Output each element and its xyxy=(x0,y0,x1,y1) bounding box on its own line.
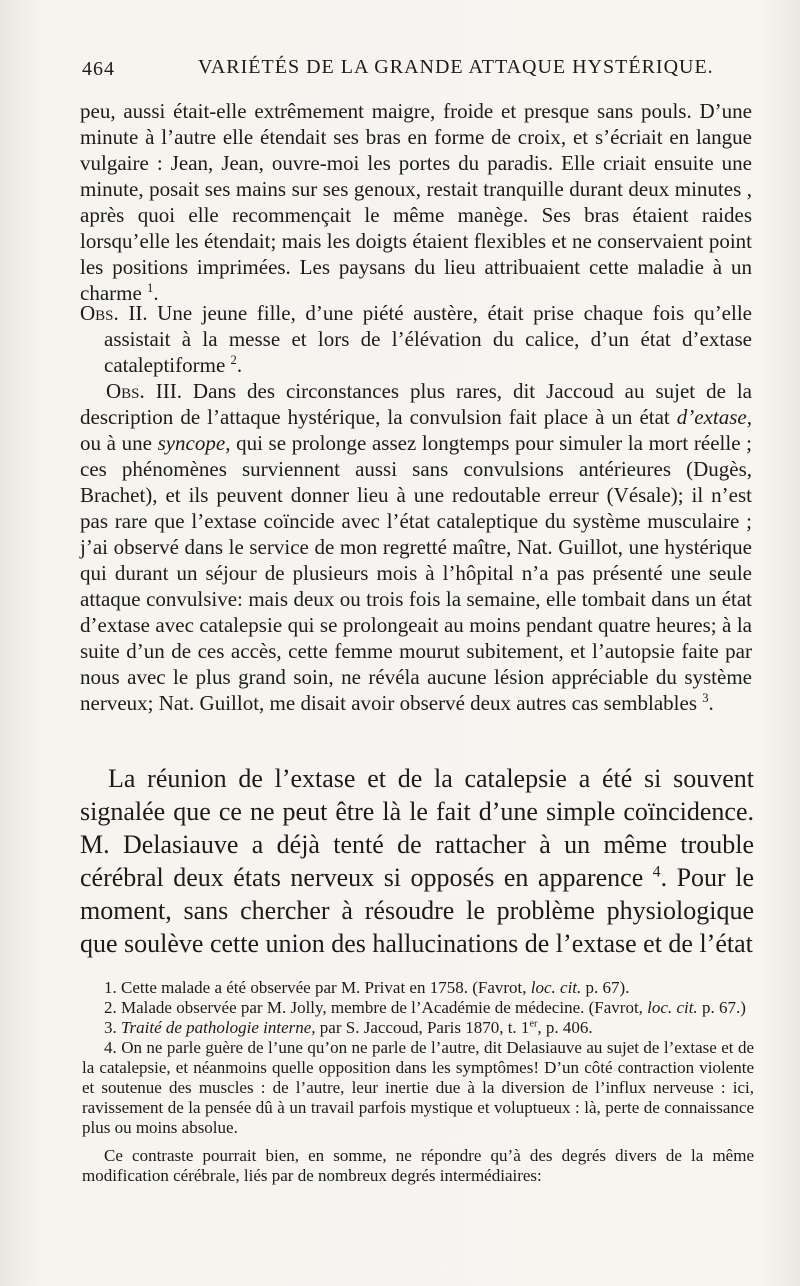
footnote-italic: loc. cit. xyxy=(530,978,582,997)
observation-label: Obs. III. xyxy=(106,379,182,403)
footnote-2 xyxy=(82,998,754,1018)
footnote-text: 2. Malade observée par M. Jolly, membre de l’Académie de médecine. (Favrot, xyxy=(104,998,648,1017)
observation-text-1: Dans des circonstances plus rares, dit Jaccoud au sujet de la description de l’attaque hystérique, la convulsion fait place à un état xyxy=(80,379,752,429)
italic-term-syncope: syncope, xyxy=(157,431,231,455)
observation-text: Une jeune fille, d’une piété austère, était prise chaque fois qu’elle assistait à la messe et lors de l’élévation du calice, d’un état d’extase cataleptiforme xyxy=(104,301,752,377)
paragraph-continued: peu, aussi était-elle extrêmement maigre, froide et presque sans pouls. D’une minute à l’autre elle étendait ses bras en forme de croix, et s’écriait en langue vulgaire : Jean, Jean, ouvre-moi les portes du paradis. Elle criait ensuite une minute, posait ses mains sur ses genoux, restait tranquille durant deux minutes , après quoi elle recommençait le même manège. Ses bras étaient raides lorsqu’elle les étendait; mais les doigts étaient flexibles et ne conservaient point les positions imprimées. Les paysans du lieu attribuaient cette maladie à un charme $^1$. xyxy=(80,99,752,305)
footnote-ref-2: 2 xyxy=(230,353,237,367)
italic-term-extase: d’extase, xyxy=(676,405,752,429)
footnote-4-continued: Ce contraste pourrait bien, en somme, ne répondre qu’à des degrés divers de la même modification cérébrale, liés par de nombreux degrés intermédiaires: xyxy=(82,1146,754,1185)
page-number: 464 xyxy=(82,58,115,80)
footnote-4: 4. On ne parle guère de l’une qu’on ne parle de l’autre, dit Delasiauve au sujet de l’extase et de la catalepsie, et néanmoins quelle opposition dans les symptômes! D’un côté contraction violente et soutenue des muscles : de l’autre, leur inertie due à la diversion de l’influx nerveuse : ici, ravissement de la pensée dû à un travail parfois mystique et voluptueux : là, perte de connaissance plus ou moins absolue. xyxy=(82,1038,754,1137)
footnote-1 xyxy=(82,978,754,998)
running-title: VARIÉTÉS DE LA GRANDE ATTAQUE HYSTÉRIQUE. xyxy=(198,56,714,78)
footnote-italic: Traité de pathologie interne, xyxy=(121,1018,316,1037)
footnote-text: p. 67). xyxy=(581,978,630,997)
footnote-text: 3. xyxy=(104,1018,121,1037)
main-text-1: La réunion de l’extase et de la catalepsie a été si souvent signalée que ce ne peut être là le fait d’une simple coïncidence. M. Delasiauve a déjà tenté de rattacher à un même trouble cérébral deux états nerveux si opposés en apparence xyxy=(80,764,754,892)
footnote-superscript: er xyxy=(529,1018,538,1030)
main-paragraph xyxy=(80,762,754,960)
footnote-text: par S. Jaccoud, Paris 1870, t. 1 xyxy=(315,1018,530,1037)
observation-2: Obs. II. Une jeune fille, d’une piété austère, était prise chaque fois qu’elle assistait à la messe et lors de l’élévation du calice, d’un état d’extase cataleptiforme $^2$. xyxy=(80,301,752,377)
footnote-ref-1: 1 xyxy=(147,281,154,295)
observation-text-3: qui se prolonge assez longtemps pour simuler la mort réelle ; ces phénomènes surviennent aussi sans convulsions antérieures (Dugès, Brachet), et ils peuvent donner lieu à une redoutable erreur (Vésale); il n’est pas rare que l’extase coïncide avec l’état cataleptique du système musculaire ; j’ai observé dans le service de mon regretté maître, Nat. Guillot, une hystérique qui durant un séjour de plusieurs mois à l’hôpital n’a pas présenté une seule attaque convulsive: mais deux ou trois fois la semaine, elle tombait dans un état d’extase avec catalepsie qui se prolongeait au moins pendant quatre heures; à la suite d’un de ces accès, cette femme mourut subitement, et l’autopsie faite par nous avec le plus grand soin, ne révéla aucune lésion appréciable du système nerveux; Nat. Guillot, me disait avoir observé deux autres cas semblables xyxy=(80,431,752,715)
observation-end: . xyxy=(708,691,714,715)
footnote-italic: loc. cit. xyxy=(647,998,698,1017)
footnote-ref-3: 3 xyxy=(702,691,709,705)
observation-3 xyxy=(80,378,752,716)
page-header xyxy=(82,54,752,84)
footnote-3 xyxy=(82,1018,754,1038)
footnote-ref-4: 4 xyxy=(652,863,661,881)
footnotes xyxy=(82,978,754,1186)
observation-text-2: ou à une xyxy=(80,431,158,455)
paragraph-text: peu, aussi était-elle extrêmement maigre, froide et presque sans pouls. D’une minute à l’autre elle étendait ses bras en forme de croix, et s’écriait en langue vulgaire : Jean, Jean, ouvre-moi les portes du paradis. Elle criait ensuite une minute, posait ses mains sur ses genoux, restait tranquille durant deux minutes , après quoi elle recommençait le même manège. Ses bras étaient raides lorsqu’elle les étendait; mais les doigts étaient flexibles et ne conservaient point les positions imprimées. Les paysans du lieu attribuaient cette maladie à un charme xyxy=(80,99,752,305)
main-text-2: . Pour le moment, sans chercher à résoudre le problème physiologique que soulève cette union des hallucinations de l’extase et de l’état xyxy=(80,863,754,958)
observation-label: Obs. II. xyxy=(80,301,148,325)
footnote-text: , p. 406. xyxy=(537,1018,593,1037)
footnote-text: p. 67.) xyxy=(697,998,746,1017)
footnote-text: 1. Cette malade a été observée par M. Privat en 1758. (Favrot, xyxy=(104,978,531,997)
